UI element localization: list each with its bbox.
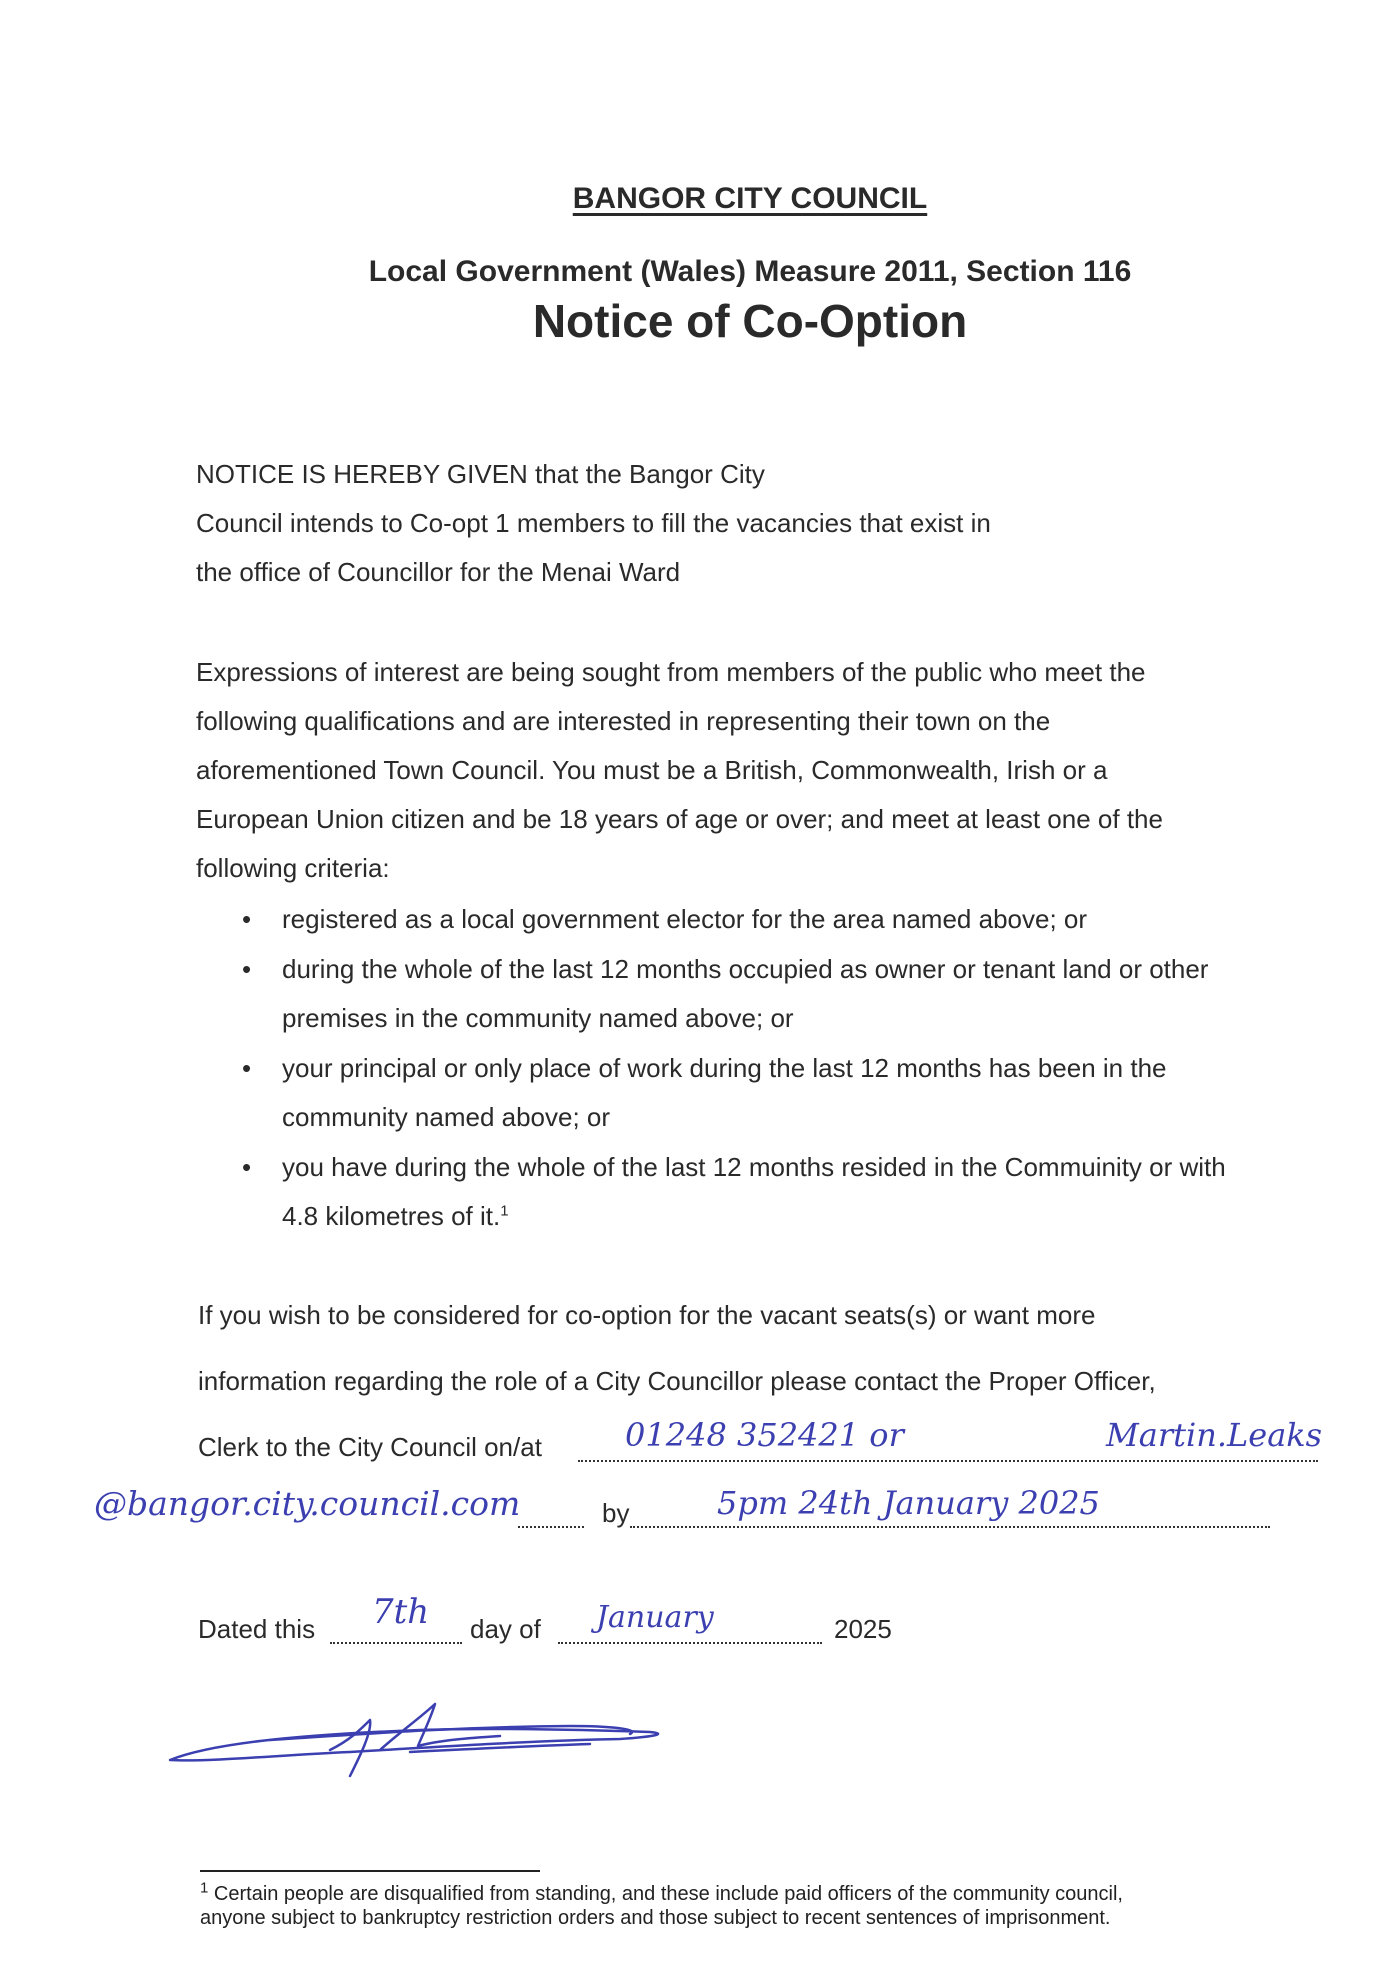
handwritten-email-start: Martin.Leaks [1106,1416,1323,1454]
handwritten-email-end: @bangor.city.council.com [94,1484,521,1523]
signature-image [150,1680,750,1790]
handwritten-month: January [596,1600,714,1635]
deadline-dotted-line [630,1526,1270,1528]
expressions-line: European Union citizen and be 18 years of age or over; and meet at least one of the [196,804,1163,834]
notice-title: Notice of Co-Option [532,295,968,347]
contact-line-2: information regarding the role of a City Councillor please contact the Proper Officer, [198,1366,1156,1396]
notice-line: the office of Councillor for the Menai Ward [196,557,681,587]
criteria-list [196,895,1306,1242]
criteria-line: you have during the whole of the last 12 months resided in the Commuinity or with [282,1151,1226,1182]
criteria-line: your principal or only place of work during the last 12 months has been in the [282,1052,1167,1083]
footnote-rule [200,1870,540,1872]
day-of-label: day of [470,1614,541,1644]
criteria-line: community named above; or [282,1102,611,1132]
footnote-reference: 1 [500,1202,509,1220]
notice-line: NOTICE IS HEREBY GIVEN that the Bangor City [196,459,765,489]
criteria-line: during the whole of the last 12 months occupied as owner or tenant land or other [282,953,1209,984]
expressions-line: Expressions of interest are being sought from members of the public who meet the [196,657,1146,687]
notice-line: Council intends to Co-opt 1 members to fill the vacancies that exist in [196,508,991,538]
criteria-item [196,1044,1306,1143]
criteria-item [196,895,1306,945]
handwritten-day: 7th [372,1592,430,1632]
bullet-icon: • [242,1052,252,1083]
handwritten-phone: 01248 352421 or [625,1416,904,1454]
footnote-text: Certain people are disqualified from standing, and these include paid officers of the community council, [213,1883,1123,1905]
criteria-item [196,1143,1306,1242]
by-label: by [602,1498,630,1528]
day-dotted-line [330,1642,462,1644]
footnote-marker: 1 [200,1879,209,1897]
contact-line-1: If you wish to be considered for co-option for the vacant seats(s) or want more [198,1300,1096,1330]
criteria-item [196,945,1306,1044]
bullet-icon: • [242,1151,252,1182]
expressions-line: following qualifications and are interested in representing their town on the [196,706,1051,736]
footnote [200,1879,1320,1930]
footnote-line [200,1879,1320,1906]
criteria-line: premises in the community named above; or [282,1003,794,1033]
email-dotted-line [518,1526,584,1528]
expressions-line: aforementioned Town Council. You must be a British, Commonwealth, Irish or a [196,755,1108,785]
bullet-icon: • [242,953,252,984]
dated-year: 2025 [834,1614,892,1644]
dated-label: Dated this [198,1614,316,1644]
expressions-paragraph [196,648,1163,893]
contact-line-3-label: Clerk to the City Council on/at [198,1432,542,1462]
criteria-line: registered as a local government elector for the area named above; or [282,904,1088,934]
bullet-icon: • [242,904,252,934]
criteria-line [282,1192,1306,1242]
contact-dotted-line [578,1460,1318,1462]
notice-paragraph [196,450,991,597]
council-name: BANGOR CITY COUNCIL [572,182,928,215]
criteria-line-text: 4.8 kilometres of it. [282,1201,501,1231]
month-dotted-line [558,1642,822,1644]
handwritten-deadline: 5pm 24th January 2025 [717,1484,1100,1522]
legislation-reference: Local Government (Wales) Measure 2011, Section 116 [368,255,1132,288]
expressions-line: following criteria: [196,853,390,883]
footnote-line: anyone subject to bankruptcy restriction orders and those subject to recent sentences of imprisonment. [200,1907,1111,1929]
